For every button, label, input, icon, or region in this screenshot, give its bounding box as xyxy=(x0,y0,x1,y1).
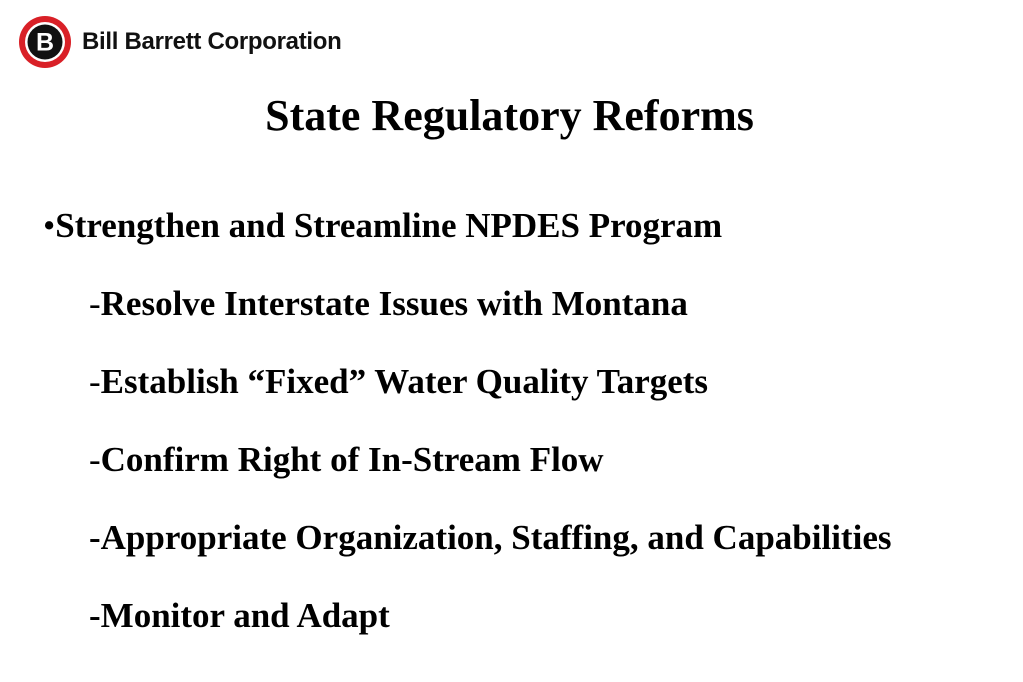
sub-bullet xyxy=(43,356,891,408)
sub-bullet-marker: - xyxy=(89,440,101,479)
sub-bullet xyxy=(43,278,891,330)
bullet-marker: • xyxy=(43,206,56,245)
logo-letter: B xyxy=(35,28,55,57)
sub-bullet-text: Confirm Right of In-Stream Flow xyxy=(100,440,604,479)
main-bullet xyxy=(43,200,891,252)
sub-bullet-text: Appropriate Organization, Staffing, and Capabilities xyxy=(100,518,892,557)
sub-bullet xyxy=(43,434,891,486)
sub-bullet-marker: - xyxy=(89,284,101,323)
main-bullet-text: Strengthen and Streamline NPDES Program xyxy=(55,206,723,245)
company-name: Bill Barrett Corporation xyxy=(82,28,342,55)
sub-bullet-marker: - xyxy=(89,596,101,635)
sub-bullet-text: Establish “Fixed” Water Quality Targets xyxy=(100,362,709,401)
bill-barrett-logo-icon xyxy=(17,14,73,70)
sub-bullet xyxy=(43,512,891,564)
bullet-list xyxy=(43,200,891,642)
sub-bullet-text: Resolve Interstate Issues with Montana xyxy=(100,284,688,323)
slide-title: State Regulatory Reforms xyxy=(265,91,754,140)
sub-bullet-marker: - xyxy=(89,362,101,401)
sub-bullet-marker: - xyxy=(89,518,101,557)
sub-bullet xyxy=(43,590,891,642)
sub-bullet-text: Monitor and Adapt xyxy=(100,596,390,635)
company-logo xyxy=(17,14,341,70)
